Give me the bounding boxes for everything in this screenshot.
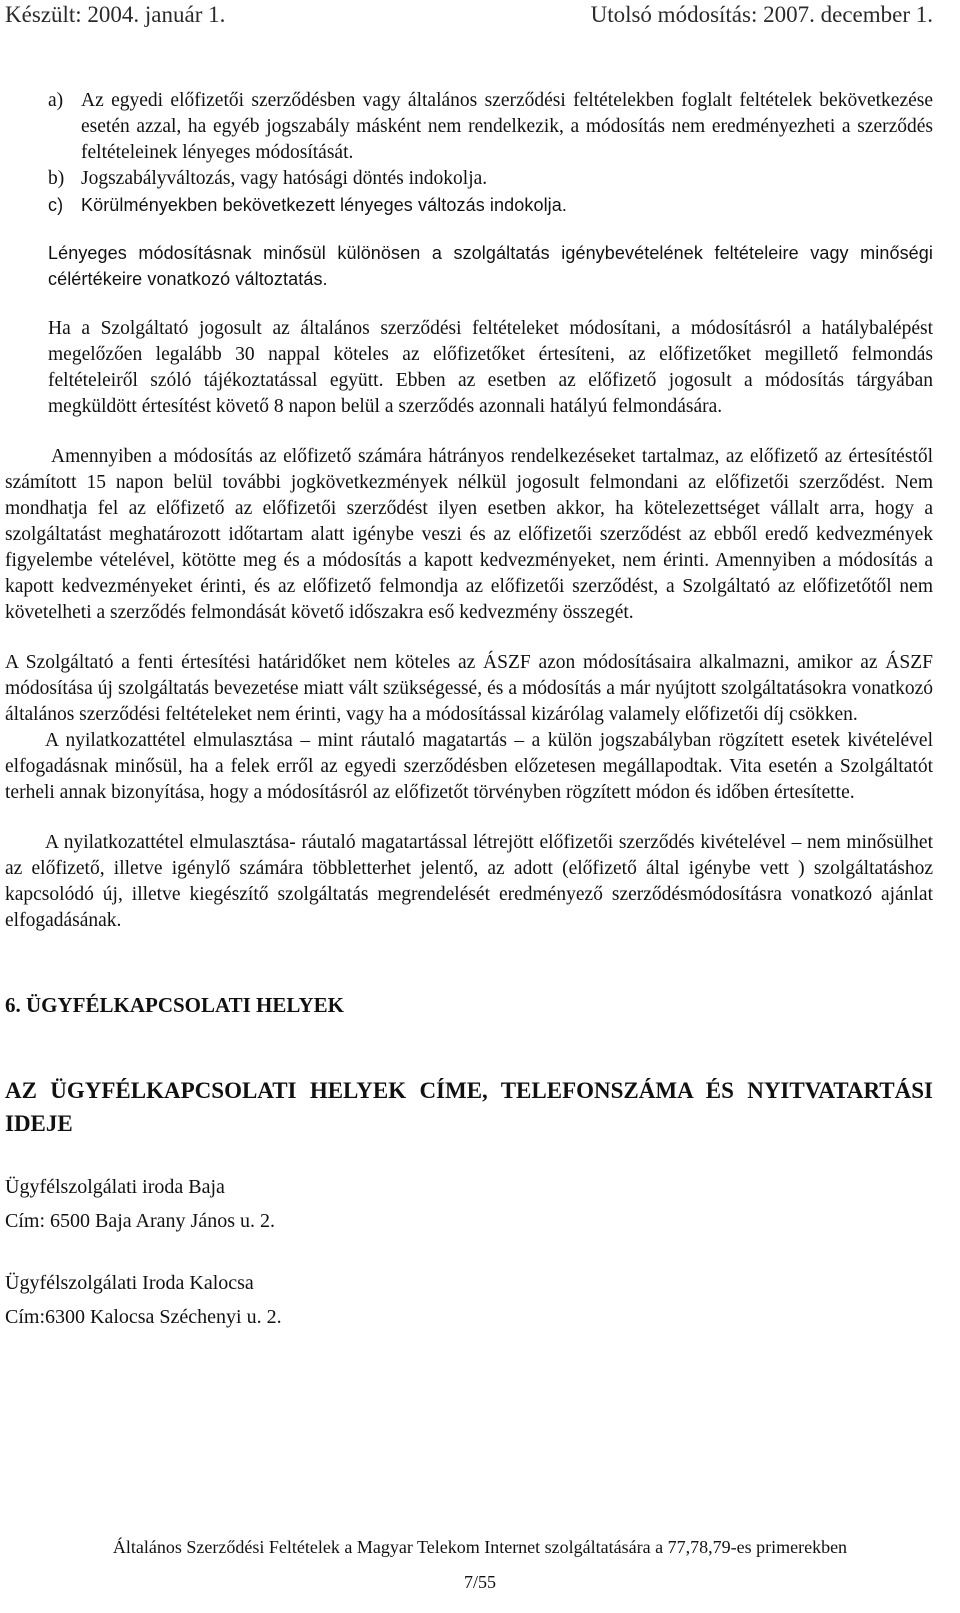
condition-list bbox=[5, 88, 933, 420]
page-header bbox=[5, 2, 933, 28]
list-text: Az egyedi előfizetői szerződésben vagy általános szerződési feltételekben foglalt feltételek bekövetkezése esetén azzal, ha egyéb jogszabály másként nem rendelkezik, a módosítás nem eredményezheti a szerződés feltételeinek lényeges módosítását. bbox=[81, 90, 933, 163]
office-name: Ügyfélszolgálati iroda Baja bbox=[5, 1176, 225, 1198]
list-text: Jogszabályváltozás, vagy hatósági döntés indokolja. bbox=[81, 168, 488, 189]
list-item bbox=[48, 88, 933, 166]
list-marker: b) bbox=[48, 168, 65, 189]
page-content bbox=[5, 88, 933, 1334]
page-footer bbox=[0, 1530, 960, 1600]
office-address: Cím: 6500 Baja Arany János u. 2. bbox=[5, 1210, 275, 1232]
paragraph-exceptions: A Szolgáltató a fenti értesítési határidőket nem köteles az ÁSZF azon módosításaira alkalmazni, amikor az ÁSZF módosítása új szolgáltatás bevezetése miatt vált szükségessé, és a módosítás a már nyújtott szolgáltatásokra vonatkozó általános szerződési feltételeket nem érinti, vagy ha a módosítással kizárólag valamely előfizetői díj csökken. bbox=[5, 652, 933, 725]
paragraph-no-extra-burden: A nyilatkozattétel elmulasztása- ráutaló magatartással létrejött előfizetői szerződés kivételével – nem minősülhet az előfizető, illetve igénylő számára többletterhet jelentő, az adott (előfizető által igénybe vett ) szolgáltatáshoz kapcsolódó új, illetve kiegészítő szolgáltatás megrendelését eredményező szerződésmódosításra vonatkozó ajánlat elfogadásának. bbox=[5, 832, 933, 931]
office-baja bbox=[5, 1170, 933, 1238]
paragraph-notification: Ha a Szolgáltató jogosult az általános szerződési feltételeket módosítani, a módosításról a hatálybalépést megelőzően legalább 30 nappal köteles az előfizetőket értesíteni, az előfizetőket megillető felmondás feltételeiről szóló tájékoztatással együtt. Ebben az esetben az előfizető jogosult a módosítás tárgyában megküldött értesítést követő 8 napon belül a szerződés azonnali hatályú felmondására. bbox=[48, 318, 933, 417]
office-name: Ügyfélszolgálati Iroda Kalocsa bbox=[5, 1272, 254, 1294]
paragraph-significant-change: Lényeges módosításnak minősül különösen a szolgáltatás igénybevételének feltételeire vagy minőségi célértékeire vonatkozó változtatás. bbox=[48, 243, 933, 289]
paragraph-implied-acceptance: A nyilatkozattétel elmulasztása – mint ráutaló magatartás – a külön jogszabályban rögzített esetek kivételével elfogadásnak minősül, ha a felek erről az egyedi szerződésben előzetesen megállapodtak. Vita esetén a Szolgáltatót terheli annak bizonyítása, hogy a módosításról az előfizetőt törvényben rögzített módon és időben értesítette. bbox=[5, 730, 933, 803]
section-title: 6. ÜGYFÉLKAPCSOLATI HELYEK bbox=[5, 993, 344, 1017]
footer-doc-title: Általános Szerződési Feltételek a Magyar Telekom Internet szolgáltatására a 77,78,79-es primerekben bbox=[112, 1537, 848, 1557]
list-item bbox=[48, 192, 933, 218]
list-text: Körülményekben bekövetkezett lényeges változás indokolja. bbox=[81, 195, 567, 215]
list-marker: c) bbox=[48, 195, 64, 215]
list-item bbox=[48, 166, 933, 192]
office-address: Cím:6300 Kalocsa Széchenyi u. 2. bbox=[5, 1306, 282, 1328]
office-kalocsa bbox=[5, 1266, 933, 1334]
list-marker: a) bbox=[48, 90, 64, 111]
modified-date: Utolsó módosítás: 2007. december 1. bbox=[590, 2, 933, 27]
created-date: Készült: 2004. január 1. bbox=[5, 2, 226, 27]
paragraph-termination-rights: Amennyiben a módosítás az előfizető számára hátrányos rendelkezéseket tartalmaz, az előfizető az értesítéstől számított 15 napon belül további jogkövetkezmények nélkül jogosult felmondani az előfizetői szerződést. Nem mondhatja fel az előfizető az előfizetői szerződést ilyen esetben akkor, ha kötelezettséget vállalt arra, hogy a szolgáltatást meghatározott időtartam alatt igénybe veszi és az előfizetői szerződést az ebből eredő kedvezmények figyelembe vételével, kötötte meg és a módosítás a kapott kedvezményeket, nem érinti. Amennyiben a módosítás a kapott kedvezményeket érinti, és az előfizető felmondja az előfizetői szerződést, a Szolgáltató az előfizetőtől nem követelheti a szerződés felmondását követő időszakra eső kedvezmény összegét. bbox=[5, 446, 933, 623]
page-number: 7/55 bbox=[463, 1572, 496, 1592]
section-subtitle: AZ ÜGYFÉLKAPCSOLATI HELYEK CÍME, TELEFONSZÁMA ÉS NYITVATARTÁSI IDEJE bbox=[5, 1078, 933, 1136]
